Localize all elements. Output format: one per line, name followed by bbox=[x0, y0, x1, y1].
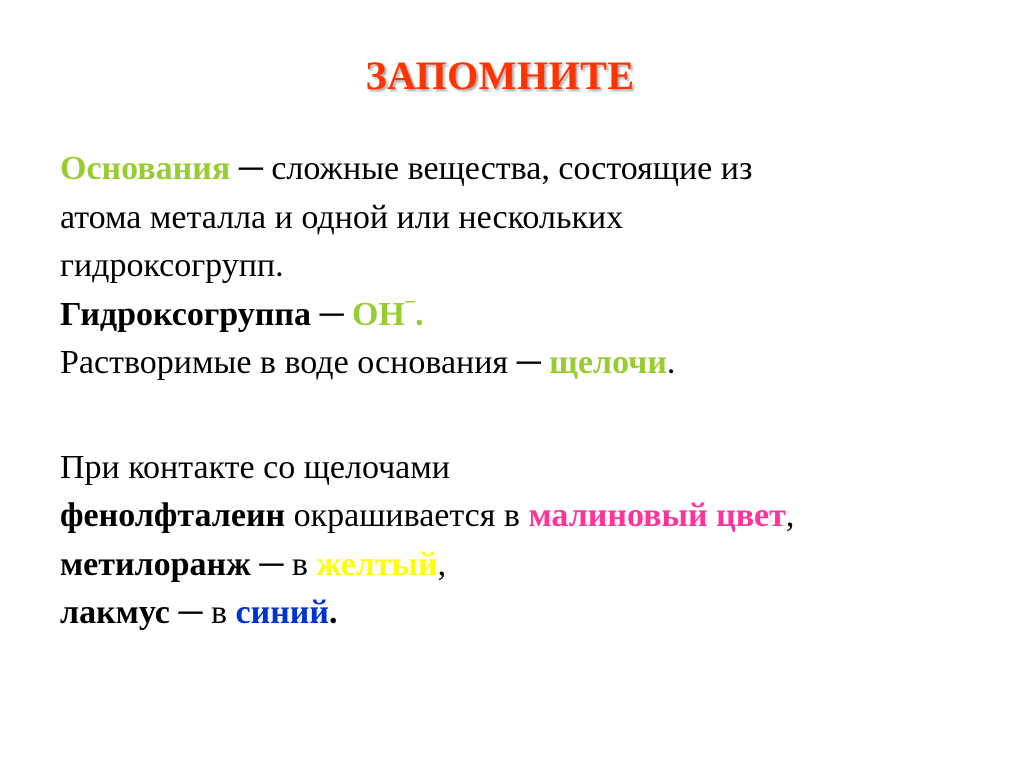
dash: ─ bbox=[310, 295, 353, 333]
alkali-text: Растворимые в воде основания bbox=[60, 344, 509, 381]
litmus-name: лакмус bbox=[60, 594, 170, 631]
dash: ─ bbox=[250, 545, 292, 583]
methyl-orange-end: , bbox=[437, 545, 447, 583]
phenolphthalein-verb: окрашивается в bbox=[285, 497, 529, 534]
litmus-end: . bbox=[328, 594, 338, 631]
litmus-line bbox=[60, 589, 990, 638]
methyl-orange-color: желтый bbox=[316, 545, 438, 583]
litmus-color: синий bbox=[235, 594, 329, 631]
hydroxo-period: . bbox=[415, 295, 424, 333]
definition-line-3: гидроксогрупп. bbox=[60, 247, 284, 284]
phenolphthalein-end: , bbox=[785, 497, 795, 534]
methyl-orange-line bbox=[60, 541, 990, 590]
dash: ─ bbox=[169, 594, 211, 631]
slide-body bbox=[60, 145, 990, 638]
definition-line-1 bbox=[60, 145, 990, 194]
definition-line-2: атома металла и одной или нескольких bbox=[60, 198, 624, 236]
phenolphthalein-color: малиновый цвет bbox=[528, 497, 786, 534]
alkali-period: . bbox=[666, 344, 676, 381]
methyl-orange-name: метилоранж bbox=[60, 545, 251, 583]
hydroxo-label: Гидроксогруппа bbox=[60, 295, 311, 333]
hydroxo-line bbox=[60, 291, 990, 340]
alkali-term: щелочи bbox=[549, 344, 667, 381]
phenolphthalein-line bbox=[60, 492, 990, 541]
dash: ─ bbox=[508, 344, 550, 381]
alkali-line bbox=[60, 339, 990, 388]
term-bases: Основания bbox=[60, 150, 231, 187]
litmus-prep: в bbox=[210, 594, 236, 631]
hydroxo-formula: OH bbox=[352, 295, 405, 333]
definition-text: сложные вещества, состоящие из bbox=[271, 150, 753, 187]
spacer bbox=[60, 388, 990, 444]
methyl-orange-prep: в bbox=[291, 545, 317, 583]
hydroxo-charge: – bbox=[404, 289, 416, 312]
phenolphthalein-name: фенолфталеин bbox=[60, 497, 286, 534]
dash: ─ bbox=[230, 150, 272, 187]
indicators-intro: При контакте со щелочами bbox=[60, 448, 450, 486]
slide-title: ЗАПОМНИТЕ bbox=[365, 53, 635, 98]
